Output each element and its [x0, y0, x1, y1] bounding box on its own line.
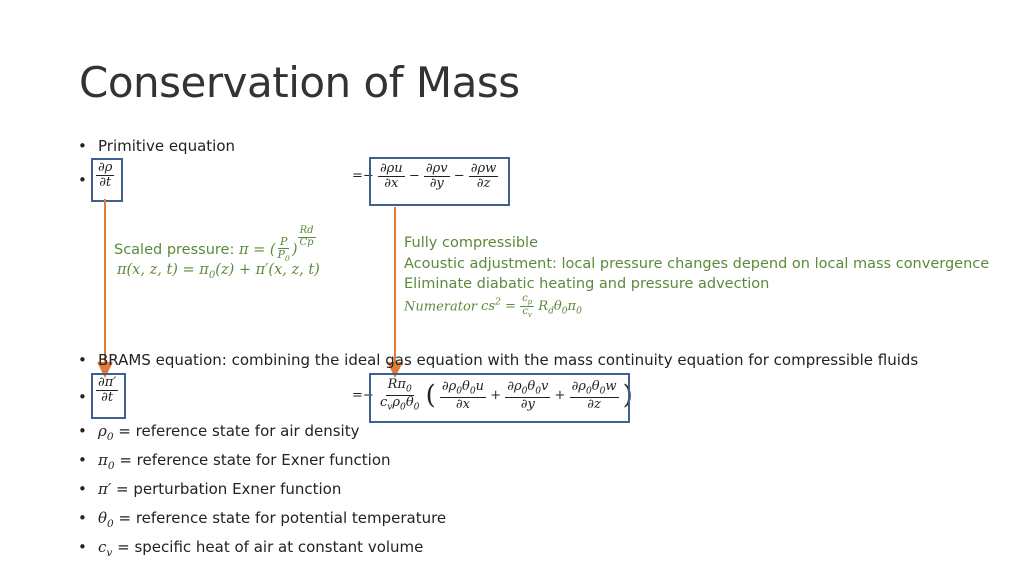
page-title: Conservation of Mass: [79, 58, 520, 107]
bullet-brams-text: BRAMS equation: combining the ideal gas equation with the mass continuity equation for compressible fluids: [98, 351, 919, 369]
box-rhs-brams: [369, 373, 630, 423]
box-dpiprime-dt: [91, 373, 126, 419]
note-acoustic-adjustment: Acoustic adjustment: local pressure changes depend on local mass convergence: [404, 256, 990, 272]
scaled-pressure-label: Scaled pressure:: [114, 241, 235, 258]
exner-decomposition: π(x, z, $t) = \pi_0(z) + \pi'(x$, z, t): [117, 262, 320, 281]
cv-desc: = specific heat of air at constant volume: [117, 538, 424, 556]
piprime-desc: = perturbation Exner function: [116, 480, 342, 498]
note-fully-compressible: Fully compressible: [404, 235, 539, 251]
bullet-primitive-text: Primitive equation: [98, 137, 235, 155]
rhs-primitive: =− $\frac{\partial\rho u}{\partial x}$ − $\frac{\partial\rho v}{\partial y}$ − $\frac{\partial\rho w}{\partial z}$: [352, 161, 497, 191]
rho0-desc: = reference state for air density: [118, 422, 360, 440]
theta0-desc: = reference state for potential temperature: [118, 509, 447, 527]
drho-dt: $\frac{\partial\rho}{\partial t}$: [98, 160, 113, 190]
pi0-desc: = reference state for Exner function: [119, 451, 391, 469]
scaled-pressure: Scaled pressure: π = ( $\frac{P}{P_0}$ ) $^{\frac{Rd}{Cp}}$: [114, 225, 314, 264]
note-numerator: Numerator $cs^2$ = $\frac{c_p}{c_v}$ $R_d\theta_0\pi_0$: [404, 293, 582, 320]
note-eliminate-diabatic: Eliminate diabatic heating and pressure advection: [404, 276, 770, 292]
rhs-brams: =− $\frac{R\pi_0}{c_v\rho_0\theta_0}$ ( $\frac{\partial\rho_0\theta_0u}{\partial x}$ + $\frac{\partial\rho_0\theta_0v}{\partial y}$ + $\frac{\partial\rho_0\theta_0w}{\partial z}$ ): [352, 377, 633, 413]
dpiprime-dt: $\frac{\partial\pi'}{\partial t}$: [98, 375, 117, 405]
